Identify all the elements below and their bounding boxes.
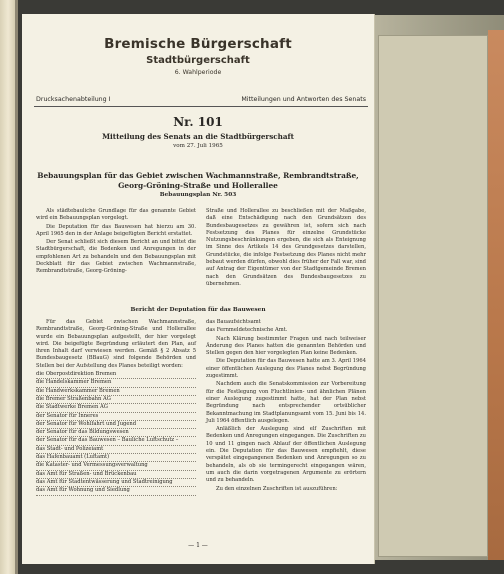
list-item: die Stadtwerke Bremen AG: [36, 404, 196, 412]
masthead-subtitle: Stadtbürgerschaft: [146, 55, 250, 66]
list-item: die Handwerkskammer Bremen: [36, 388, 196, 396]
plan-title-line-2: Georg-Gröning-Straße und Hollerallee: [118, 181, 278, 190]
paragraph: Straße und Hollerallee zu beschließen mit der Maßgabe, daß eine Entschädigung nach den Grundsätzen des Bundesbaugesetzes zu gewähren ist, sofern sich nach Festsetzung des Planes für einzelne Grundstücke Nutzungsbeschränkungen ergeben, die sich als Enteignung im Sinne des Artikels 14 des Grundgesetzes darstellen, Grundstücke, die infolge Festsetzung des Planes nicht mehr bebaut werden dürfen, obwohl dies früher der Fall war, sind auf Antrag der Eigentümer von der Stadtgemeinde Bremen nach den Grundsätzen des Bundesbaugesetzes zu übernehmen.: [206, 208, 366, 287]
document-number: Nr. 101: [173, 115, 223, 129]
page-number: — 1 —: [188, 542, 208, 549]
list-item: der Senator für Inneres: [36, 413, 196, 421]
list-item: das Amt für Straßen- und Brückenbau: [36, 471, 196, 479]
list-item: der Senator für Wohlfahrt und Jugend: [36, 421, 196, 429]
list-item: der Senator für das Bildungswesen: [36, 429, 196, 437]
list-item: das Amt für Stadtentwässerung und Stadtreinigung: [36, 479, 196, 487]
paragraph: Für das Gebiet zwischen Wachmannstraße, Rembrandtstraße, Georg-Gröning-Straße und Hollerallee wurde ein Bebauungsplan aufgestellt, der hier vorgelegt wird. Die beigefügte Begründung erläutert den Plan, auf ihren Inhalt darf verwiesen werden. Gemäß § 2 Absatz 5 Bundesbaugesetz (BBauG) sind folgende Behörden und Stellen bei der Aufstellung des Planes beteiligt worden:: [36, 319, 196, 369]
list-item: das Amt für Wohnung und Siedlung: [36, 487, 196, 495]
report-column-right: [206, 319, 366, 494]
book-binding-left: [0, 0, 18, 574]
list-item: die Bremer Straßenbahn AG: [36, 396, 196, 404]
book-cover-edge: [488, 30, 504, 560]
intro-column-left: [36, 208, 196, 277]
paragraph: Als städtebauliche Grundlage für das genannte Gebiet wird ein Bebauungsplan vorgelegt.: [36, 208, 196, 222]
plan-number: Bebauungsplan Nr. 503: [159, 192, 237, 198]
department-label: Drucksachenabteilung I: [36, 96, 111, 103]
report-column-left: [36, 319, 196, 496]
header-rule: [34, 106, 368, 107]
list-item: die Kataster- und Vermessungsverwaltung: [36, 462, 196, 470]
authorities-list: [36, 371, 196, 495]
masthead-period: 6. Wahlperiode: [174, 69, 222, 76]
paragraph: Die Deputation für das Bauwesen hatte am 3. April 1964 einer öffentlichen Auslegung des Planes nebst Begründung zugestimmt.: [206, 358, 366, 380]
list-item: der Senator für das Bauwesen – Bauliche Luftschutz –: [36, 437, 196, 445]
paragraph: das Fernmeldetechnische Amt.: [206, 327, 288, 334]
list-item: die Handelskammer Bremen: [36, 379, 196, 387]
paragraph: Der Senat schließt sich diesem Bericht an und bittet die Stadtbürgerschaft, die Bedenken und Anregungen in der empfohlenen Art zu behandeln und den Bebauungsplan mit Deckblatt für das Gebiet zwischen Wachmannstraße, Rembrandtstraße, Georg-Gröning-: [36, 239, 196, 275]
list-item: das Stadt- und Polizeiamt: [36, 446, 196, 454]
paragraph: Anläßlich der Auslegung sind elf Zuschriften mit Bedenken und Anregungen eingegangen. Die Zuschriften zu 10 und 11 gingen nach Ablauf der öffentlichen Auslegung ein. Die Deputation für das Bauwesen empfiehlt, diese verspätet eingegangenen Bedenken und Anregungen so zu behandeln, als ob sie termingerecht eingegangen wären, um auch die darin vorgetragenen Argumente zu erörtern und zu behandeln.: [206, 426, 366, 484]
paragraph: Nachdem auch die Senatskommission zur Vorbereitung für die Festlegung von Fluchtlinien- und ähnlichen Plänen einer Auslegung zugestimmt hatte, hat der Plan nebst Begründung nach entsprechender ortsüblicher Bekanntmachung im Stadtplanungsamt vom 15. Juni bis 14. Juli 1964 öffentlich ausgelegen.: [206, 381, 366, 424]
paragraph: Zu den einzelnen Zuschriften ist auszuführen:: [216, 485, 338, 492]
masthead-title: Bremische Bürgerschaft: [104, 36, 292, 52]
list-item: das Hafenbauamt (Luftamt): [36, 454, 196, 462]
paragraph: das Bauaufsichtsamt: [206, 319, 261, 325]
section-label: Mitteilungen und Antworten des Senats: [241, 96, 366, 103]
document-page: [22, 14, 374, 564]
paragraph: Nach Klärung bestimmter Fragen und nach teilweiser Änderung des Planes hatten die genannten Behörden und Stellen gegen den hier vorgelegten Plan keine Bedenken.: [206, 335, 366, 357]
report-heading: Bericht der Deputation für das Bauwesen: [130, 307, 266, 313]
plan-title-line-1: Bebauungsplan für das Gebiet zwischen Wachmannstraße, Rembrandtstraße,: [37, 171, 359, 180]
document-heading: Mitteilung des Senats an die Stadtbürgerschaft: [102, 132, 294, 141]
list-item: die Oberpostdirektion Bremen: [36, 371, 196, 379]
document-date: vom 27. Juli 1965: [173, 143, 223, 149]
intro-column-right: [206, 208, 366, 289]
paragraph: Die Deputation für das Bauwesen hat hierzu am 30. April 1965 den in der Anlage beigefügten Bericht erstattet.: [36, 223, 196, 237]
book-inner-pages: [378, 35, 488, 557]
